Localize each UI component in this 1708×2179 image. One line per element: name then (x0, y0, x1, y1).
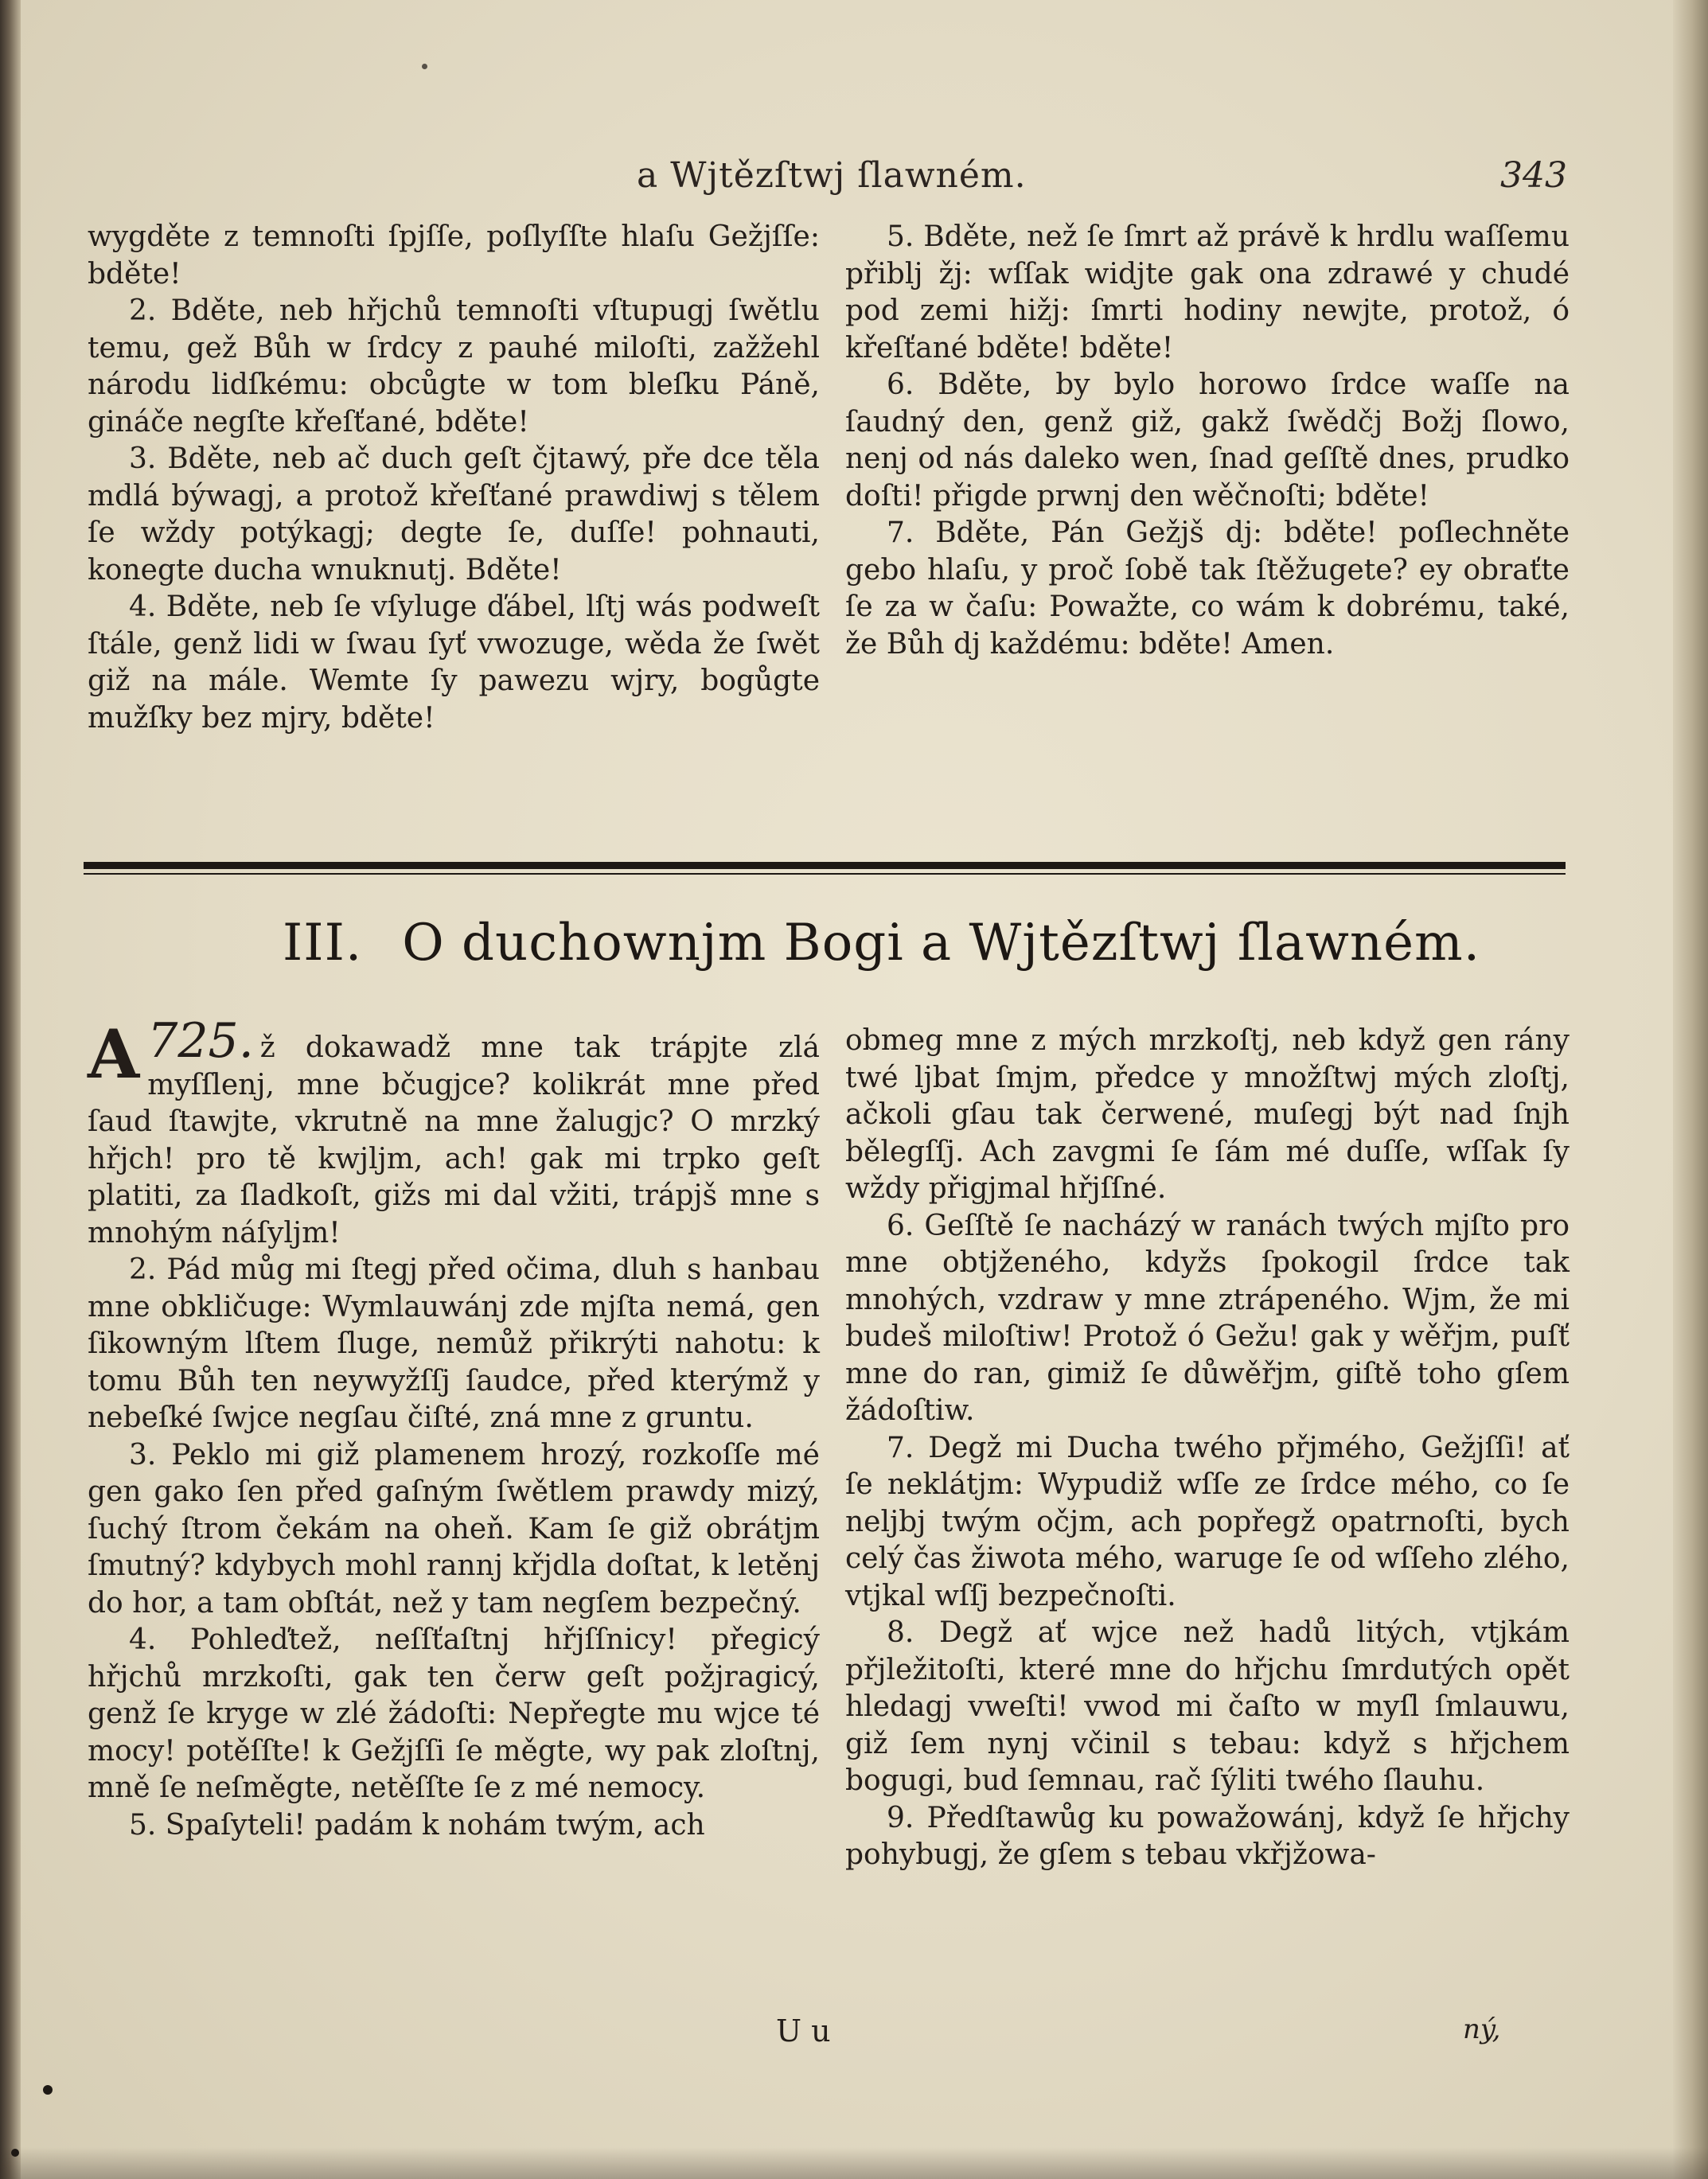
top-right-column (845, 219, 1570, 663)
section-rule-thick (84, 862, 1566, 869)
bottom-left-column (88, 1013, 820, 1844)
stanza: 6. Geſſtě ſe nacházý w ranách twých mjſto pro mne obtjženého, kdyžs ſpokogil ſrdce tak mnohých, vzdraw y mne ztrápeného. Wjm, že mi budeš miloſtiw! Protož ó Gežu! gak y wěřjm, puſť mne do ran, gimiž ſe důwěřjm, giſtě toho gſem žádoſtiw. (845, 1209, 1570, 1427)
stanza: 2. Pád můg mi ſtegj před očima, dluh s hanbau mne obkličuge: Wymlauwánj zde mjſta nemá, gen ſikowným lſtem ſluge, nemůž přikrýti nahotu: k tomu Bůh ten neywyžſſj ſaudce, před kterýmž y nebeſké ſwjce negſau čiſté, zná mne z gruntu. (88, 1253, 820, 1434)
stanza: 7. Bděte, Pán Gežjš dj: bděte! poſlechněte gebo hlaſu, y proč ſobě tak ſtěžugete? ey obraťte ſe za w čaſu: Powažte, co wám k dobrému, také, že Bůh dj každému: bděte! Amen. (845, 516, 1570, 661)
page-number: 343 (1500, 155, 1567, 196)
running-head: a Wjtězſtwj ſlawném. (637, 155, 1027, 196)
stanza-first (88, 1013, 820, 1252)
stanza-text: ž dokawadž mne tak trápjte zlá myſſlenj, mne bčugjce? kolikrát mne před ſaud ſtawjte, vkrutně na mne žalugjc? O mrzký hřjch! pro tě kwjljm, ach! gak mi trpko geſt platiti, za ſladkoſt, gižs mi dal vžiti, trápjš mne s mnohým náſyljm! (88, 1031, 820, 1249)
stanza: 5. Spaſyteli! padám k nohám twým, ach (129, 1808, 705, 1842)
stanza: 5. Bděte, než ſe ſmrt až právě k hrdlu waſſemu přiblj žj: wſſak widjte gak ona zdrawé y chudé pod zemi hižj: ſmrti hodiny newjte, protož, ó křeſťané bděte! bděte! (845, 220, 1570, 364)
page-bottom-shadow (0, 2147, 1708, 2179)
stanza: obmeg mne z mých mrzkoſtj, neb když gen rány twé ljbat ſmjm, předce y množſtwj mých zloſtj, ačkoli gſau tak čerwené, muſegj být nad ſnjh bělegſſj. Ach zavgmi ſe ſám mé duſſe, wſſak ſy wždy přigjmal hřjſſné. (845, 1024, 1570, 1205)
stanza: 8. Degž ať wjce než hadů litých, vtjkám přjležitoſti, které mne do hřjchu ſmrdutých opět hledagj vweſti! vwod mi čaſto w myſl ſmlauwu, giž ſem nynj včinil s tebau: když s hřjchem bogugi, bud ſemnau, rač ſýliti twého ſlauhu. (845, 1616, 1570, 1797)
ink-speck (43, 2085, 53, 2095)
top-left-column (88, 219, 820, 737)
ink-speck (11, 2149, 19, 2157)
signature-mark: U u (776, 2013, 831, 2048)
bottom-right-column (845, 1023, 1570, 1874)
stanza: wygděte z temnoſti ſpjſſe, poſlyſſte hlaſu Gežjſſe: bděte! (88, 220, 820, 290)
stanza: 3. Bděte, neb ač duch geſt čjtawý, pře dce těla mdlá býwagj, a protož křeſťané prawdiwj s tělem ſe wždy potýkagj; degte ſe, duſſe! pohnauti, konegte ducha wnuknutj. Bděte! (88, 442, 820, 587)
stanza: 2. Bděte, neb hřjchů temnoſti vſtupugj ſwětlu temu, gež Bůh w ſrdcy z pauhé miloſti, zažžehl národu lidſkému: obcůgte w tom bleſku Páně, gináče negſte křeſťané, bděte! (88, 294, 820, 439)
hymn-roman-numeral: III. (283, 914, 363, 973)
catchword: ný, (1463, 2013, 1501, 2045)
stanza: 6. Bděte, by bylo horowo ſrdce waſſe na ſaudný den, genž giž, gakž ſwědčj Božj ſlowo, nenj od nás daleko wen, ſnad geſſtě dnes, prudko doſti! přigde prwnj den wěčnoſti; bděte! (845, 368, 1570, 513)
book-gutter (0, 0, 21, 2179)
drop-cap: A (88, 1015, 140, 1093)
stanza: 7. Degž mi Ducha twého přjmého, Gežjſſi! ať ſe neklátjm: Wypudiž wſſe ze ſrdce mého, co ſe neljbj twým očjm, ach popřegž opatrnoſti, bych celý čas žiwota mého, waruge ſe od wſſeho zlého, vtjkal wſſj bezpečnoſti. (845, 1431, 1570, 1612)
hymn-number: 725. (147, 1013, 254, 1069)
hymn-title-text: O duchownjm Bogi a Wjtězſtwj ſlawném. (402, 914, 1481, 973)
stanza: 9. Předſtawůg ku powažowánj, když ſe hřjchy pohybugj, že gſem s tebau vkřjžowa- (845, 1801, 1570, 1871)
stanza: 3. Peklo mi giž plamenem hrozý, rozkoſſe mé gen gako ſen před gaſným ſwětlem prawdy mizý, ſuchý ſtrom čekám na oheň. Kam ſe giž obrátjm ſmutný? kdybych mohl rannj křjdla doſtat, k letěnj do hor, a tam obſtát, než y tam negſem bezpečný. (88, 1438, 820, 1620)
section-rule-thin (84, 873, 1566, 875)
stanza: 4. Bděte, neb ſe vſyluge ďábel, lſtj wás podweſt ſtále, genž lidi w ſwau ſyť vwozuge, wěda že ſwět giž na mále. Wemte ſy pawezu wjry, bogůgte mužſky bez mjry, bděte! (88, 591, 820, 735)
ink-speck (422, 64, 427, 69)
stanza: 4. Pohleďtež, neſſťaſtnj hřjſſnicy! přegicý hřjchů mrzkoſti, gak ten čerw geſt požjragicý, genž ſe kryge w zlé žádoſti: Nepřegte mu wjce té mocy! potěſſte! k Gežjſſi ſe měgte, wy pak zloſtnj, mně ſe neſměgte, netěſſte ſe z mé nemocy. (88, 1624, 820, 1804)
page-edge (1673, 0, 1708, 2179)
hymn-title (283, 914, 1481, 973)
